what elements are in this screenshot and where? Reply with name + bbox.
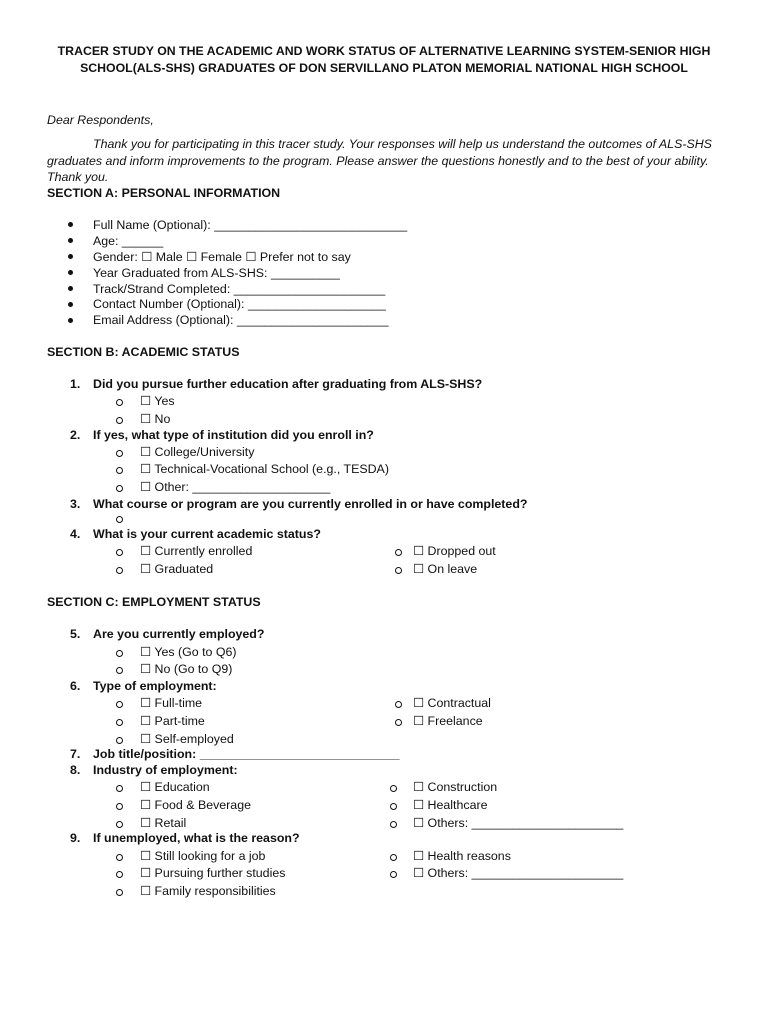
option-education[interactable]: ☐ Education <box>140 780 210 794</box>
circle-bullet-icon <box>116 785 123 792</box>
option-others-industry[interactable]: ☐ Others: ______________________ <box>413 816 624 830</box>
option-freelance[interactable]: ☐ Freelance <box>413 714 483 728</box>
intro-paragraph: Thank you for participating in this tracer study. Your responses will help us understand the outcomes of ALS-SHS graduates and inform improvements to the program. Please answer the questions honestly and to the best of your ability. Thank you. <box>47 137 712 184</box>
circle-bullet-icon <box>116 650 123 657</box>
option-construction[interactable]: ☐ Construction <box>413 780 498 794</box>
question-number: 9. <box>70 831 81 845</box>
circle-bullet-icon <box>116 485 123 492</box>
circle-bullet-icon <box>390 821 397 828</box>
circle-bullet-icon <box>116 803 123 810</box>
title-line-2: SCHOOL(ALS-SHS) GRADUATES OF DON SERVILLANO PLATON MEMORIAL NATIONAL HIGH SCHOOL <box>80 60 688 75</box>
option-employed-no[interactable]: ☐ No (Go to Q9) <box>140 662 233 676</box>
option-currently-enrolled[interactable]: ☐ Currently enrolled <box>140 544 253 558</box>
question-5-text: Are you currently employed? <box>93 627 265 641</box>
option-technical-vocational[interactable]: ☐ Technical-Vocational School (e.g., TESDA) <box>140 462 389 476</box>
question-number: 1. <box>70 377 81 391</box>
greeting: Dear Respondents, <box>47 113 154 127</box>
circle-bullet-icon <box>395 701 402 708</box>
circle-bullet-icon <box>116 549 123 556</box>
bullet-icon <box>68 302 73 307</box>
option-graduated[interactable]: ☐ Graduated <box>140 562 214 576</box>
circle-bullet-icon <box>116 467 123 474</box>
bullet-icon <box>68 254 73 259</box>
question-1-text: Did you pursue further education after graduating from ALS-SHS? <box>93 377 483 391</box>
bullet-icon <box>68 318 73 323</box>
circle-bullet-icon <box>116 719 123 726</box>
question-number: 4. <box>70 527 81 541</box>
circle-bullet-icon <box>390 871 397 878</box>
option-college-university[interactable]: ☐ College/University <box>140 445 255 459</box>
year-graduated-field[interactable]: Year Graduated from ALS-SHS: __________ <box>93 266 340 280</box>
option-health-reasons[interactable]: ☐ Health reasons <box>413 849 511 863</box>
question-3-text: What course or program are you currently enrolled in or have completed? <box>93 497 528 511</box>
age-field[interactable]: Age: ______ <box>93 234 164 248</box>
circle-bullet-icon <box>116 737 123 744</box>
option-still-looking[interactable]: ☐ Still looking for a job <box>140 849 266 863</box>
option-yes[interactable]: ☐ Yes <box>140 394 175 408</box>
section-b-heading: SECTION B: ACADEMIC STATUS <box>47 345 240 359</box>
circle-bullet-icon <box>390 785 397 792</box>
question-8-text: Industry of employment: <box>93 763 238 777</box>
circle-bullet-icon <box>116 567 123 574</box>
circle-bullet-icon <box>390 803 397 810</box>
track-strand-field[interactable]: Track/Strand Completed: ______________________ <box>93 282 386 296</box>
question-4-text: What is your current academic status? <box>93 527 321 541</box>
circle-bullet-icon <box>116 821 123 828</box>
contact-number-field[interactable]: Contact Number (Optional): ____________________ <box>93 297 386 311</box>
option-part-time[interactable]: ☐ Part-time <box>140 714 205 728</box>
question-number: 7. <box>70 747 81 761</box>
option-on-leave[interactable]: ☐ On leave <box>413 562 478 576</box>
circle-bullet-icon <box>395 719 402 726</box>
option-dropped-out[interactable]: ☐ Dropped out <box>413 544 496 558</box>
option-others-reason[interactable]: ☐ Others: ______________________ <box>413 866 624 880</box>
option-no[interactable]: ☐ No <box>140 412 171 426</box>
circle-bullet-icon <box>116 516 123 523</box>
option-further-studies[interactable]: ☐ Pursuing further studies <box>140 866 286 880</box>
question-number: 8. <box>70 763 81 777</box>
circle-bullet-icon <box>395 567 402 574</box>
option-food-beverage[interactable]: ☐ Food & Beverage <box>140 798 251 812</box>
email-address-field[interactable]: Email Address (Optional): ______________________ <box>93 313 389 327</box>
section-c-heading: SECTION C: EMPLOYMENT STATUS <box>47 595 261 609</box>
circle-bullet-icon <box>116 450 123 457</box>
question-number: 2. <box>70 428 81 442</box>
question-9-text: If unemployed, what is the reason? <box>93 831 300 845</box>
section-a-heading: SECTION A: PERSONAL INFORMATION <box>47 186 281 200</box>
question-number: 6. <box>70 679 81 693</box>
option-retail[interactable]: ☐ Retail <box>140 816 187 830</box>
question-number: 3. <box>70 497 81 511</box>
bullet-icon <box>68 270 73 275</box>
option-other[interactable]: ☐ Other: ____________________ <box>140 480 331 494</box>
circle-bullet-icon <box>116 854 123 861</box>
bullet-icon <box>68 238 73 243</box>
option-employed-yes[interactable]: ☐ Yes (Go to Q6) <box>140 645 237 659</box>
circle-bullet-icon <box>116 667 123 674</box>
circle-bullet-icon <box>116 417 123 424</box>
circle-bullet-icon <box>390 854 397 861</box>
circle-bullet-icon <box>116 399 123 406</box>
circle-bullet-icon <box>116 889 123 896</box>
full-name-field[interactable]: Full Name (Optional): ____________________________ <box>93 218 408 232</box>
option-full-time[interactable]: ☐ Full-time <box>140 696 203 710</box>
question-2-text: If yes, what type of institution did you enroll in? <box>93 428 374 442</box>
gender-field[interactable]: Gender: ☐ Male ☐ Female ☐ Prefer not to say <box>93 250 351 264</box>
question-6-text: Type of employment: <box>93 679 217 693</box>
question-7-job-title-field[interactable]: Job title/position: _____________________________ <box>93 747 400 761</box>
document-title <box>40 43 728 76</box>
bullet-icon <box>68 286 73 291</box>
option-self-employed[interactable]: ☐ Self-employed <box>140 732 234 746</box>
circle-bullet-icon <box>116 701 123 708</box>
option-contractual[interactable]: ☐ Contractual <box>413 696 491 710</box>
circle-bullet-icon <box>395 549 402 556</box>
question-number: 5. <box>70 627 81 641</box>
option-healthcare[interactable]: ☐ Healthcare <box>413 798 488 812</box>
circle-bullet-icon <box>116 871 123 878</box>
bullet-icon <box>68 222 73 227</box>
option-family-responsibilities[interactable]: ☐ Family responsibilities <box>140 884 276 898</box>
title-line-1: TRACER STUDY ON THE ACADEMIC AND WORK STATUS OF ALTERNATIVE LEARNING SYSTEM-SENIOR HIGH <box>57 44 711 58</box>
